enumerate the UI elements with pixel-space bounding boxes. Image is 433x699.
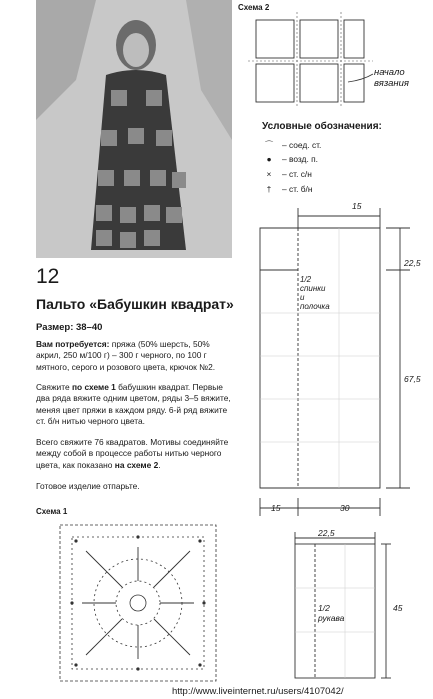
double-crochet-icon: † <box>266 184 272 194</box>
pattern-title: Пальто «Бабушкин квадрат» <box>36 296 234 312</box>
pattern-number: 12 <box>36 265 60 288</box>
scheme1-diagram <box>52 517 224 689</box>
scheme1-label: Схема 1 <box>36 507 68 516</box>
start-label: начало вязания <box>374 67 410 89</box>
legend-item: ● – возд. п. <box>262 154 318 164</box>
scheme2-diagram <box>248 12 376 108</box>
sleeve-height: 45 <box>393 603 403 613</box>
body-bottom-right: 30 <box>340 503 350 513</box>
materials-paragraph: Вам потребуется: пряжа (50% шерсть, 50% акрил, 250 м/100 г) – 300 г черного, по 100 г мятного, серого и розового цвета, крючок №2. <box>36 339 216 372</box>
body-right-bottom: 67,5 <box>404 374 421 384</box>
instructions-paragraph-3: Готовое изделие отпарьте. <box>36 481 140 491</box>
scheme2-label: Схема 2 <box>238 3 270 12</box>
sleeve-top-width: 22,5 <box>318 528 335 538</box>
body-bottom-left: 15 <box>271 503 281 513</box>
single-crochet-icon: × <box>266 169 272 179</box>
body-right-top: 22,5 <box>404 258 421 268</box>
body-pattern-diagram <box>250 198 430 518</box>
body-piece-label: 1/2 спинки и полочка <box>300 275 330 311</box>
legend-item: × – ст. с/н <box>262 169 312 179</box>
body-top-width: 15 <box>352 201 362 211</box>
chain-stitch-icon: ● <box>266 154 272 164</box>
instructions-paragraph-1: Свяжите по схеме 1 бабушкин квадрат. Первые два ряда вяжите одним цветом, ряды 3–5 вяжите, меняя цвет пряжи в каждом ряду. 6-й ряд вяжите ст. б/н нитью черного цвета. <box>36 382 231 426</box>
size-line: Размер: 38–40 <box>36 322 103 333</box>
instructions-paragraph-2: Всего свяжите 76 квадратов. Мотивы соединяйте между собой в процессе работы нитью черного цвета, как показано на схеме 2. <box>36 437 229 470</box>
model-photo <box>36 0 232 258</box>
sleeve-piece-label: 1/2 рукава <box>318 603 345 623</box>
legend-title: Условные обозначения: <box>262 121 382 132</box>
source-url: http://www.liveinternet.ru/users/4107042/ <box>172 686 344 697</box>
legend-item: † – ст. б/н <box>262 184 312 194</box>
slip-stitch-icon: ⌒ <box>264 140 274 150</box>
legend-item: ⌒ – соед. ст. <box>262 139 321 151</box>
